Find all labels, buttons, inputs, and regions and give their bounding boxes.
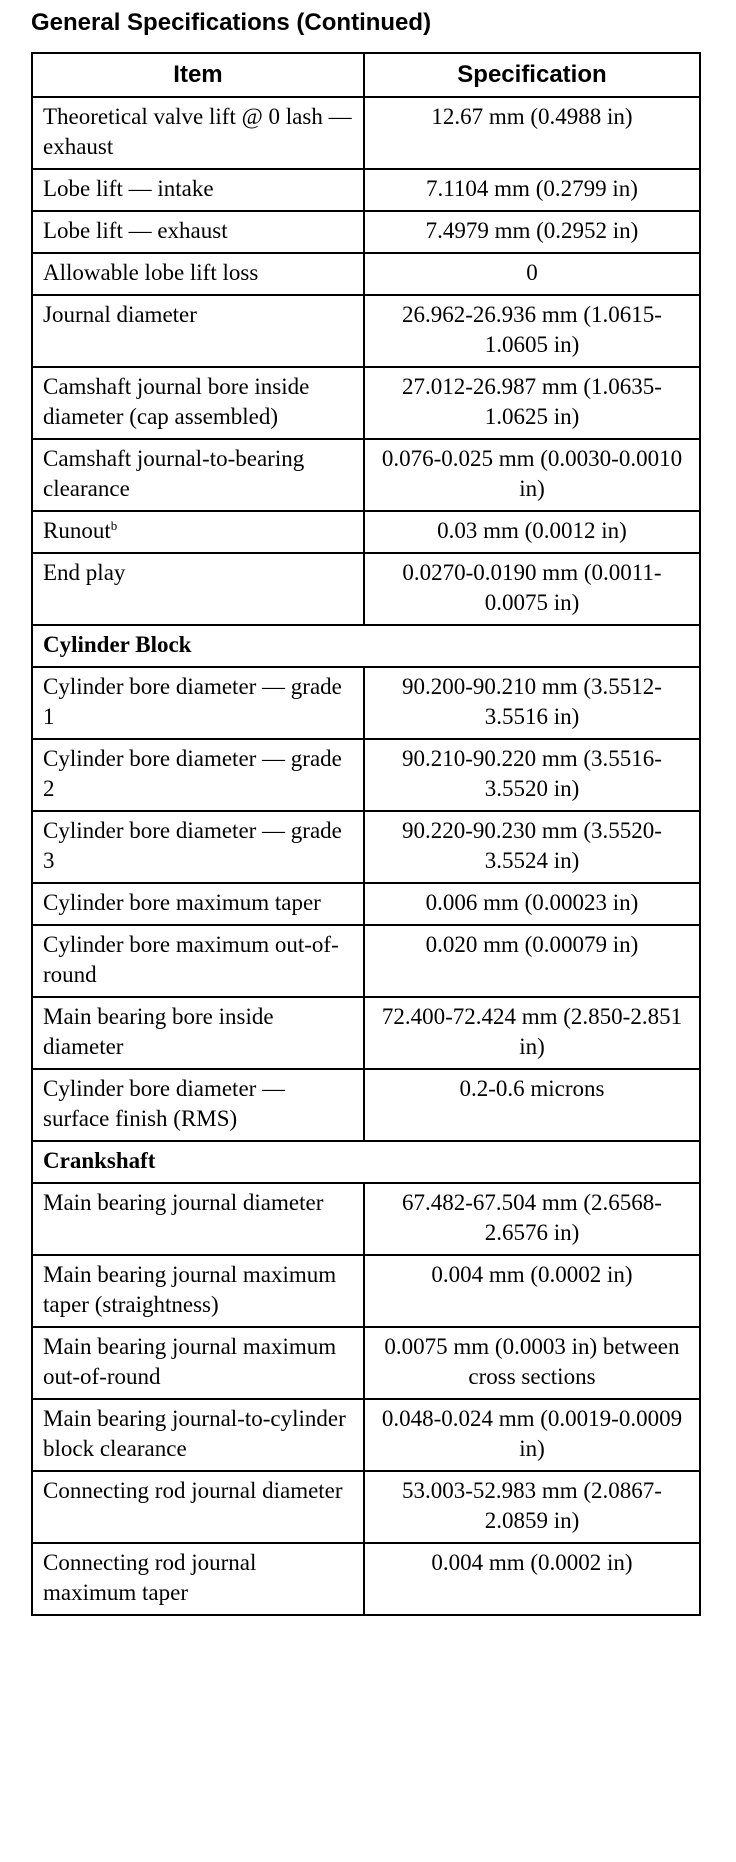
- specification-cell: 53.003-52.983 mm (2.0867-2.0859 in): [364, 1471, 700, 1543]
- item-cell: [32, 1543, 364, 1615]
- specification-cell: 7.1104 mm (0.2799 in): [364, 169, 700, 211]
- item-label: Theoretical valve lift @ 0 lash — exhaust: [43, 104, 352, 159]
- table-row: [32, 1471, 700, 1543]
- specification-cell: 0.03 mm (0.0012 in): [364, 511, 700, 553]
- table-row: [32, 1327, 700, 1399]
- table-row: [32, 169, 700, 211]
- item-label: Runout: [43, 518, 111, 543]
- specification-cell: 0.076-0.025 mm (0.0030-0.0010 in): [364, 439, 700, 511]
- specification-cell: 0: [364, 253, 700, 295]
- item-cell: [32, 1255, 364, 1327]
- column-header-item: Item: [32, 53, 364, 97]
- item-cell: [32, 883, 364, 925]
- column-header-specification: Specification: [364, 53, 700, 97]
- specification-cell: 0.2-0.6 microns: [364, 1069, 700, 1141]
- table-row: [32, 367, 700, 439]
- section-heading: Crankshaft: [32, 1141, 700, 1183]
- table-row: [32, 667, 700, 739]
- table-row: [32, 1543, 700, 1615]
- specification-cell: 0.006 mm (0.00023 in): [364, 883, 700, 925]
- item-cell: [32, 295, 364, 367]
- specification-cell: 90.220-90.230 mm (3.5520-3.5524 in): [364, 811, 700, 883]
- footnote-marker: b: [110, 518, 118, 533]
- item-label: Journal diameter: [43, 302, 197, 327]
- table-row: [32, 97, 700, 169]
- specification-cell: 72.400-72.424 mm (2.850-2.851 in): [364, 997, 700, 1069]
- table-row: [32, 1255, 700, 1327]
- specification-cell: 90.200-90.210 mm (3.5512-3.5516 in): [364, 667, 700, 739]
- specification-cell: 0.0075 mm (0.0003 in) between cross sections: [364, 1327, 700, 1399]
- item-cell: [32, 511, 364, 553]
- item-label: End play: [43, 560, 126, 585]
- item-cell: [32, 253, 364, 295]
- item-label: Main bearing bore inside diameter: [43, 1004, 274, 1059]
- section-row: [32, 625, 700, 667]
- table-row: [32, 511, 700, 553]
- item-cell: [32, 1183, 364, 1255]
- item-cell: [32, 811, 364, 883]
- item-label: Camshaft journal bore inside diameter (cap assembled): [43, 374, 310, 429]
- item-cell: [32, 367, 364, 439]
- section-row: [32, 1141, 700, 1183]
- item-label: Allowable lobe lift loss: [43, 260, 259, 285]
- specification-cell: 67.482-67.504 mm (2.6568-2.6576 in): [364, 1183, 700, 1255]
- specification-cell: 0.048-0.024 mm (0.0019-0.0009 in): [364, 1399, 700, 1471]
- item-label: Cylinder bore diameter — surface finish (RMS): [43, 1076, 286, 1131]
- table-body: [32, 97, 700, 1615]
- item-label: Cylinder bore maximum out-of-round: [43, 932, 339, 987]
- item-cell: [32, 169, 364, 211]
- table-row: [32, 883, 700, 925]
- table-row: [32, 1069, 700, 1141]
- item-label: Main bearing journal maximum taper (straightness): [43, 1262, 337, 1317]
- item-cell: [32, 667, 364, 739]
- specification-cell: 0.0270-0.0190 mm (0.0011-0.0075 in): [364, 553, 700, 625]
- item-label: Main bearing journal diameter: [43, 1190, 324, 1215]
- item-label: Cylinder bore diameter — grade 3: [43, 818, 342, 873]
- item-label: Cylinder bore diameter — grade 1: [43, 674, 342, 729]
- specification-cell: 0.004 mm (0.0002 in): [364, 1255, 700, 1327]
- item-label: Connecting rod journal maximum taper: [43, 1550, 257, 1605]
- item-cell: [32, 211, 364, 253]
- table-row: [32, 739, 700, 811]
- page-title: General Specifications (Continued): [31, 9, 432, 36]
- item-cell: [32, 1471, 364, 1543]
- table-row: [32, 253, 700, 295]
- table-row: [32, 553, 700, 625]
- item-cell: [32, 1399, 364, 1471]
- table-row: [32, 811, 700, 883]
- item-cell: [32, 97, 364, 169]
- specification-cell: 27.012-26.987 mm (1.0635-1.0625 in): [364, 367, 700, 439]
- table-row: [32, 1399, 700, 1471]
- item-cell: [32, 1327, 364, 1399]
- specification-cell: 12.67 mm (0.4988 in): [364, 97, 700, 169]
- item-label: Lobe lift — exhaust: [43, 218, 228, 243]
- table-row: [32, 439, 700, 511]
- item-label: Camshaft journal-to-bearing clearance: [43, 446, 305, 501]
- table-row: [32, 211, 700, 253]
- item-label: Main bearing journal maximum out-of-round: [43, 1334, 337, 1389]
- specification-cell: 90.210-90.220 mm (3.5516-3.5520 in): [364, 739, 700, 811]
- specification-cell: 26.962-26.936 mm (1.0615-1.0605 in): [364, 295, 700, 367]
- item-label: Cylinder bore maximum taper: [43, 890, 321, 915]
- specification-cell: 0.020 mm (0.00079 in): [364, 925, 700, 997]
- item-cell: [32, 439, 364, 511]
- item-cell: [32, 1069, 364, 1141]
- table-row: [32, 295, 700, 367]
- specification-cell: 7.4979 mm (0.2952 in): [364, 211, 700, 253]
- item-cell: [32, 553, 364, 625]
- table-row: [32, 1183, 700, 1255]
- table-row: [32, 925, 700, 997]
- item-label: Lobe lift — intake: [43, 176, 214, 201]
- item-label: Main bearing journal-to-cylinder block clearance: [43, 1406, 346, 1461]
- specification-cell: 0.004 mm (0.0002 in): [364, 1543, 700, 1615]
- item-label: Connecting rod journal diameter: [43, 1478, 343, 1503]
- specifications-table: [31, 52, 701, 1616]
- item-cell: [32, 997, 364, 1069]
- item-cell: [32, 925, 364, 997]
- table-header-row: [32, 53, 700, 97]
- item-cell: [32, 739, 364, 811]
- table-row: [32, 997, 700, 1069]
- item-label: Cylinder bore diameter — grade 2: [43, 746, 342, 801]
- section-heading: Cylinder Block: [32, 625, 700, 667]
